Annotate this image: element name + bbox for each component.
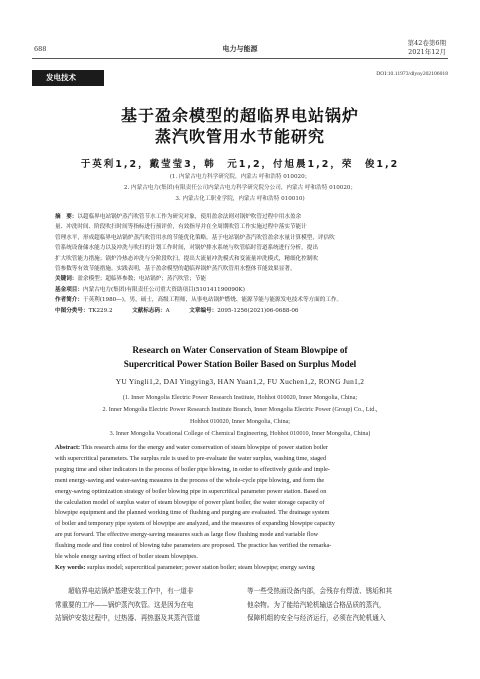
journal-name: 电力与能源 bbox=[222, 45, 258, 53]
abstract-cn-line: 量、冲洗时间、阶段吹扫时间等指标进行预评价，有效指导并在全周期吹管工作实施过程中落实节能计 bbox=[55, 224, 307, 231]
header-rule bbox=[32, 58, 448, 59]
abstract-en-line: are put forward. The effective energy-saving measures such as large flow flushing mode and variable flow bbox=[55, 531, 319, 539]
code-label: 文献标志码： bbox=[132, 307, 166, 314]
authors-cn: 于英利1,2，戴莹莹3，韩 元1,2，付旭晨1,2，荣 俊1,2 bbox=[80, 159, 400, 170]
abstract-en-line: of boiler and temporary pipe system of blowpipe are analyzed, and the measures of expanding blowpipe capacity bbox=[55, 520, 335, 528]
keywords-cn: 盈余模型；超临界参数；电站锅炉；蒸汽吹管；节能 bbox=[77, 276, 207, 283]
body-column-left bbox=[55, 585, 233, 626]
abstract-en-line: with supercritical parameters. The surplus rule is used to pre-evaluate the water surplus, washing time, staged bbox=[55, 454, 327, 462]
abstract-cn-label: 摘 要： bbox=[55, 214, 78, 220]
abstract-en-line: ment energy-saving and water-saving measures in the process of the whole-cycle pipe blowing, and form the bbox=[55, 476, 325, 484]
abstract-en-line: This research aims for the energy and water conservation of steam blowpipe of power station boiler bbox=[81, 444, 328, 451]
article-number: 2095-1256(2021)06-0688-06 bbox=[217, 307, 299, 314]
body-column-right bbox=[247, 585, 425, 626]
bio: 于英利(1980—)，男，硕士，高级工程师，从事电站锅炉燃烧、能源节能与能源发电技术等方面的工作。 bbox=[82, 297, 343, 304]
title-en-line-2: Supercritical Power Station Boiler Based on Surplus Model bbox=[123, 359, 357, 369]
affiliation-en-4: 3. Inner Mongolia Vocational College of Chemical Engineering, Hohhot 010010, Inner Mongolia, China) bbox=[109, 430, 371, 437]
title-en-line-1: Research on Water Conservation of Steam Blowpipe of bbox=[132, 345, 348, 355]
body-line: 超临界电站锅炉基建安装工作中，有一道非 bbox=[55, 587, 194, 595]
class-label: 中图分类号： bbox=[55, 307, 89, 314]
affiliation-cn-3: 3. 内蒙古化工职业学院，内蒙古 呼和浩特 010010) bbox=[175, 196, 305, 202]
affiliation-en-3: Hohhot 010020, Inner Mongolia, China; bbox=[189, 418, 291, 425]
body-line: 他杂物。为了能给汽轮机输送合格品质的蒸汽， bbox=[247, 600, 386, 609]
body-line: 站锅炉安装过程中，过热器、再热器及其蒸汽管道 bbox=[55, 614, 201, 622]
affiliation-cn-2: 2. 内蒙古电力(集团)有限责任公司内蒙古电力科学研究院分公司，内蒙古 呼和浩特 010020； bbox=[123, 185, 357, 191]
abstract-en-line: flushing mode and fine control of blowing tube parameters are proposed. The practice has verified the remarka- bbox=[55, 542, 332, 550]
abstract-en-line: ble whole energy saving effect of boiler steam blowpipes. bbox=[55, 553, 198, 561]
class-number: TK229.2 bbox=[88, 307, 113, 314]
journal-volume: 第42卷第6期 bbox=[407, 39, 446, 47]
keywords-en: surplus model; supercritical parameter; power station boiler; steam blowpipe; energy saving bbox=[86, 563, 315, 571]
doi: DOI:10.11973/dlyny202106018 bbox=[376, 71, 448, 77]
abstract-en-line: energy-saving optimization strategy of boiler blowing pipe in supercritical parameter power station. Based on bbox=[55, 487, 327, 495]
abstract-cn bbox=[55, 212, 425, 316]
abstract-en-line: purging time and other indicators in the process of boiler pipe blowing, in order to effectively guide and imple- bbox=[55, 465, 330, 473]
journal-date: 2021年12月 bbox=[408, 48, 446, 56]
body-line: 等一些受热面设备内部，会残存有焊渣、锈垢和其 bbox=[247, 587, 393, 595]
fund-label: 基金项目： bbox=[55, 286, 83, 293]
abstract-cn-line: 以超临界电站锅炉蒸汽吹管节水工作为研究对象，使用盈余法则对锅炉吹管过程中用水盈余 bbox=[77, 214, 302, 220]
bio-label: 作者简介： bbox=[55, 297, 83, 304]
abstract-cn-line: 管参数等有效节能措施。实践表明，基于盈余模型的超临界锅炉蒸汽吹管用水整体节能效果显著。 bbox=[55, 266, 296, 273]
fund: 内蒙古电力(集团)有限责任公司重大资助项目(510141190090K) bbox=[82, 286, 245, 293]
keywords-cn-label: 关键词： bbox=[55, 276, 78, 283]
abstract-en-line: the calculation model of surplus water of steam blowpipe of power plant boiler, the water storage capacity of bbox=[55, 498, 325, 506]
abstract-cn-line: 扩大吹管能力措施；锅炉冷热态冲洗与分阶段吹扫，提出大流量冲洗模式和变流量冲洗模式，精细化控制吹 bbox=[55, 255, 318, 262]
abstract-en bbox=[55, 443, 425, 574]
abstract-cn-line: 管系统设备储水能力以及冲洗与吹扫的计划工作时间，对锅炉排水系统与吹管临时管道系统进行分析，提出 bbox=[55, 245, 318, 252]
section-tag: 发电技术 bbox=[32, 70, 104, 86]
title-cn-line-1: 基于盈余模型的超临界电站锅炉 bbox=[120, 106, 359, 125]
body-line: 常重要的工序——锅炉蒸汽吹管。这是因为在电 bbox=[55, 600, 194, 609]
abstract-en-label: Abstract: bbox=[55, 444, 81, 451]
article-label: 文章编号： bbox=[189, 307, 218, 314]
affiliation-cn-1: (1. 内蒙古电力科学研究院，内蒙古 呼和浩特 010020； bbox=[169, 174, 311, 180]
body-line: 保障机组的安全与经济运行，必须在汽轮机通入 bbox=[247, 614, 386, 622]
page-number: 688 bbox=[34, 45, 47, 53]
abstract-en-line: blowpipe equipment and the planned working time of flushing and purging are evaluated. The drainage system bbox=[55, 509, 330, 517]
authors-en: YU Yingli1,2, DAI Yingying3, HAN Yuan1,2, FU Xuchen1,2, RONG Jun1,2 bbox=[115, 377, 365, 386]
code: A bbox=[165, 307, 170, 314]
affiliation-en-2: 2. Inner Mongolia Electric Power Research Institute Branch, Inner Mongolia Electric Power (Group) Co., Ltd., bbox=[102, 406, 378, 413]
abstract-cn-line: 管理水平，形成超临界电站锅炉蒸汽吹管用水的节能优化策略。基于电站锅炉蒸汽吹管盈余水量计算模型，评估吹 bbox=[55, 234, 335, 241]
affiliation-en-1: (1. Inner Mongolia Electric Power Research Institute, Hohhot 010020, Inner Mongolia, China; bbox=[122, 394, 358, 401]
title-cn-line-2: 蒸汽吹管用水节能研究 bbox=[154, 127, 325, 146]
keywords-en-label: Key words: bbox=[55, 563, 86, 571]
